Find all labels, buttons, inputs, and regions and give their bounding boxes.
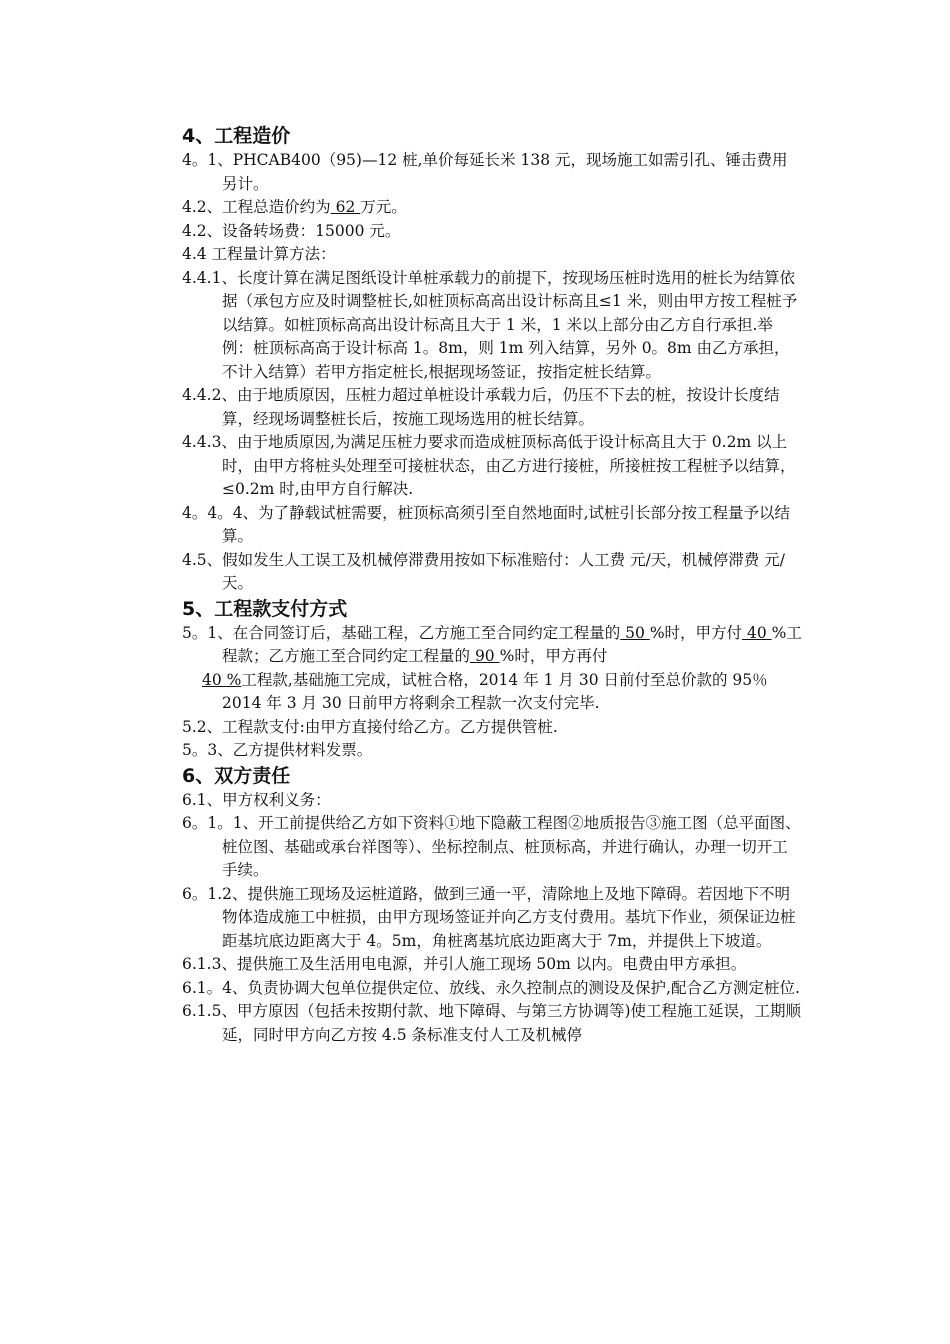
total-price-blank: 62 <box>330 198 361 216</box>
paragraph-5-2: 5.2、工程款支付:由甲方直接付给乙方。乙方提供管桩. <box>182 717 558 736</box>
paragraph-5-1 <box>182 622 802 669</box>
text: 40 <box>202 670 227 689</box>
text: %时，甲方付 <box>649 623 743 642</box>
document-body <box>182 123 802 1047</box>
percent-blank <box>202 671 241 689</box>
paragraph-6-1-5: 6.1.5、甲方原因（包括未按期付款、地下障碍、与第三方协调等)使工程施工延误，工期顺延，同时甲方向乙方按 4.5 条标准支付人工及机械停 <box>182 1002 801 1044</box>
section-6-heading: 6、双方责任 <box>182 764 291 787</box>
paragraph-4-4: 4.4 工程量计算方法： <box>182 245 336 263</box>
percent-blank: 40 <box>742 623 772 642</box>
paragraph-6-1-3: 6.1.3、提供施工及生活用电电源，并引人施工现场 50m 以内。电费由甲方承担。 <box>182 955 747 973</box>
paragraph-5-1-cont <box>182 669 802 716</box>
percent-blank: 50 <box>620 623 650 642</box>
paragraph-6-1-2: 6。1.2、提供施工现场及运桩道路，做到三通一平，清除地上及地下障碍。若因地下不明物体造成施工中桩损，由甲方现场签证并向乙方支付费用。基坑下作业，须保证边桩距基坑底边距离大于 4。5m，角桩离基坑底边距离大于 7m，并提供上下坡道。 <box>182 884 796 950</box>
paragraph-4-2-total <box>182 196 802 220</box>
percent-blank: 90 <box>470 647 500 665</box>
paragraph-4-4-1: 4.4.1、长度计算在满足图纸设计单桩承载力的前提下，按现场压桩时选用的桩长为结算依据（承包方应及时调整桩长,如桩顶标高高出设计标高且≤1 米，则由甲方按工程桩予以结算。如桩顶标高高出设计标高且大于 1 米，1 米以上部分由乙方自行承担.举例：桩顶标高高于设计标高 1。8m，则 1m 列入结算，另外 0。8m 由乙方承担，不计入结算）若甲方指定桩长,根据现场签证，按指定桩长结算。 <box>182 268 798 381</box>
text: 工程款,基础施工完成，试桩合格，2014 年 1 月 30 日前付至总价款的 95％ 2014 年 3 月 30 日前甲方将剩余工程款一次支付完毕. <box>222 670 768 712</box>
paragraph-4-4-2: 4.4.2、由于地质原因，压桩力超过单桩设计承载力后，仍压不下去的桩，按设计长度结算，经现场调整桩长后，按施工现场选用的桩长结算。 <box>182 386 780 428</box>
paragraph-5-3: 5。3、乙方提供材料发票。 <box>182 741 373 759</box>
paragraph-4-5: 4.5、假如发生人工误工及机械停滞费用按如下标准赔付：人工费 元/天，机械停滞费 元/天。 <box>182 550 785 592</box>
text: 5。1、在合同签订后，基础工程，乙方施工至合同约定工程量的 <box>182 623 621 642</box>
paragraph-6-1: 6.1、甲方权利义务： <box>182 790 331 809</box>
paragraph-4-4-4: 4。4。4、为了静载试桩需要，桩顶标高须引至自然地面时,试桩引长部分按工程量予以结算。 <box>182 503 791 545</box>
text: %时，甲方再付 <box>499 647 608 665</box>
paragraph-4-4-3: 4.4.3、由于地质原因,为满足压桩力要求而造成桩顶标高低于设计标高且大于 0.2m 以上时，由甲方将桩头处理至可接桩状态，由乙方进行接桩，所接桩按工程桩予以结算，≤0.2m 时,由甲方自行解决. <box>182 433 796 498</box>
paragraph-4-1: 4。1、PHCAB400（95)—12 桩,单价每延长米 138 元，现场施工如需引孔、锤击费用另计。 <box>182 151 788 193</box>
paragraph-4-2-transfer: 4.2、设备转场费：15000 元。 <box>182 221 401 240</box>
section-4-heading: 4、工程造价 <box>182 125 291 147</box>
section-5-heading: 5、工程款支付方式 <box>182 597 348 620</box>
text: 4.2、工程总造价约为 <box>182 198 331 216</box>
paragraph-6-1-4: 6.1。4、负责协调大包单位提供定位、放线、永久控制点的测设及保护,配合乙方测定桩位. <box>182 978 800 997</box>
paragraph-6-1-1: 6。1。1、开工前提供给乙方如下资料①地下隐蔽工程图②地质报告③施工图（总平面图、桩位图、基础或承台祥图等）、坐标控制点、桩顶标高，并进行确认，办理一切开工手续。 <box>182 814 801 879</box>
text: %工程款；乙方施工至合同约定工程量的 <box>222 623 802 665</box>
text: 万元。 <box>360 198 407 216</box>
text: % <box>226 670 242 689</box>
